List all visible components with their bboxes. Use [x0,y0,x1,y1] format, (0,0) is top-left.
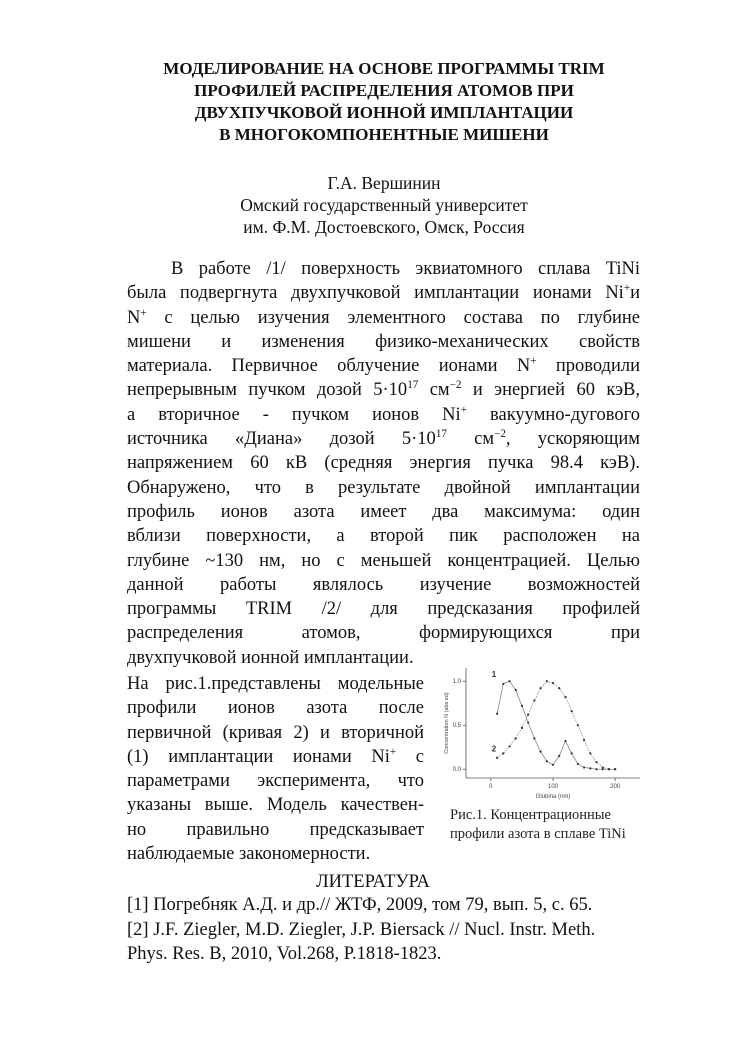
y-tick-label: 1.0 [452,679,461,686]
data-point [595,768,597,770]
chart-svg [440,660,648,805]
x-tick-label: 100 [547,784,559,790]
reference-item: [1] Погребняк А.Д. и др.// ЖТФ, 2009, том 79, вып. 5, с. 65. [127,895,593,915]
text-line: данной работы являлось изучение возможностей [127,574,640,595]
text-line: а вторичное - пучком ионов Ni+ вакуумно-дугового [127,403,640,425]
title-line: В МНОГОКОМПОНЕНТНЫЕ МИШЕНИ [219,125,549,144]
text-line: Обнаружено, что в результате двойной имплантации [127,477,640,498]
data-point [571,710,573,712]
data-point [583,739,585,741]
data-point [502,752,504,754]
data-point [539,687,541,689]
paper-title [110,58,658,146]
data-point [602,766,604,768]
data-point [496,757,498,759]
title-line: ПРОФИЛЕЙ РАСПРЕДЕЛЕНИЯ АТОМОВ ПРИ [194,81,574,100]
data-point [502,683,504,685]
data-point [515,689,517,691]
text-line: распределения атомов, формирующихся при [127,623,640,644]
series-line-1 [497,681,615,769]
author-affiliation-city: им. Ф.М. Достоевского, Омск, Россия [243,217,525,237]
text-line: материала. Первичное облучение ионами N+ проводили [127,355,640,377]
text-line: указаны выше. Модель качествен- [127,795,424,816]
caption-line: Рис.1. Концентрационные [450,807,611,823]
data-point [614,768,616,770]
text-line: мишени и изменения физико-механических свойств [127,331,640,352]
reference-item: [2] J.F. Ziegler, M.D. Ziegler, J.P. Biersack // Nucl. Instr. Meth. [127,919,596,940]
y-tick-label: 0.0 [452,767,461,774]
text-line: В работе /1/ поверхность эквиатомного сплава TiNi [171,259,640,279]
text-line: первичной (кривая 2) и вторичной [127,722,424,743]
series-label: 2 [491,744,497,754]
caption-line: профили азота в сплаве TiNi [450,826,626,842]
data-point [546,760,548,762]
author-name: Г.А. Вершинин [327,173,441,193]
text-line: вблизи поверхности, а второй пик расположен на [127,526,640,547]
author-block [100,172,668,238]
data-point [552,682,554,684]
y-tick-label: 0.5 [452,723,461,730]
data-point [583,766,585,768]
data-point [558,755,560,757]
data-point [521,727,523,729]
text-line: профиль ионов азота имеет два максимума: один [127,501,640,522]
author-affiliation: Омский государственный университет [240,195,528,215]
data-point [608,768,610,770]
text-line: напряжением 60 кВ (средняя энергия пучка 98.4 кэВ). [127,453,640,474]
data-point [564,696,566,698]
data-point [546,680,548,682]
data-point [571,752,573,754]
data-point [521,705,523,707]
data-point [508,680,510,682]
text-line: двухпучковой ионной имплантации. [127,647,414,668]
text-line: профили ионов азота после [127,698,424,719]
x-tick-label: 200 [610,784,621,790]
text-line: программы TRIM /2/ для предсказания профилей [127,599,640,620]
data-point [533,737,535,739]
x-tick-label: 0 [489,784,493,790]
references-list [127,893,640,967]
data-point [515,737,517,739]
data-point [577,724,579,726]
references-heading: ЛИТЕРАТУРА [316,872,430,892]
figure-paragraph [127,672,424,866]
data-point [539,751,541,753]
text-line: была подвергнута двухпучковой имплантации ионами Ni+и [127,282,640,304]
y-axis-label: Concentration N (abs.ed) [444,692,450,754]
data-point [589,767,591,769]
series-label: 1 [491,669,497,679]
data-point [595,761,597,763]
data-point [527,714,529,716]
data-point [496,713,498,715]
title-line: ДВУХПУЧКОВОЙ ИОННОЙ ИМПЛАНТАЦИИ [194,103,574,122]
text-line: наблюдаемые закономерности. [127,844,371,865]
series-line-2 [497,681,615,769]
data-point [558,687,560,689]
data-point [564,740,566,742]
data-point [577,763,579,765]
text-line: источника «Диана» дозой $5\cdot 10^{17}$ $см^{-2}$, ускоряющим [127,428,640,450]
text-line: непрерывным пучком дозой $5\cdot 10^{17}$ $см^{-2}$ и энергией 60 кэВ, [127,379,640,401]
data-point [527,721,529,723]
data-point [533,699,535,701]
text-line: На рис.1.представлены модельные [127,674,424,694]
concentration-chart [440,660,648,805]
text-line: параметрами эксперимента, что [127,771,424,792]
text-line: N+ с целью изучения элементного состава по глубине [127,306,640,328]
reference-item-continued: Phys. Res. B, 2010, Vol.268, P.1818-1823. [127,944,442,964]
text-line: но правильно предсказывает [127,819,424,840]
text-line: (1) имплантации ионами Ni+ с [127,746,424,767]
data-point [589,752,591,754]
data-point [508,745,510,747]
figure-caption [450,806,660,844]
x-axis-label: Glubina (nm) [535,794,571,800]
text-line: глубине ~130 нм, но с меньшей концентрацией. Целью [127,550,640,571]
title-line: МОДЕЛИРОВАНИЕ НА ОСНОВЕ ПРОГРАММЫ TRIM [163,59,605,78]
data-point [552,764,554,766]
main-paragraph [127,257,640,670]
